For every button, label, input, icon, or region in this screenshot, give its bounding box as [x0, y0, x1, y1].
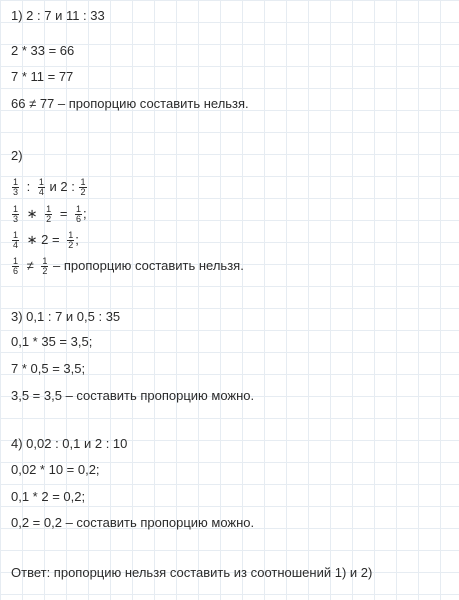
part3-line2: 7 * 0,5 = 3,5;: [11, 361, 86, 376]
part3-heading: 3) 0,1 : 7 и 0,5 : 35: [11, 309, 121, 324]
fraction: $\frac{1}{4}$: [38, 177, 44, 197]
part4-line1: 0,02 * 10 = 0,2;: [11, 462, 100, 477]
fraction: $\frac{1}{6}$: [13, 256, 19, 276]
part4-heading: 4) 0,02 : 0,1 и 2 : 10: [11, 436, 128, 451]
fraction: $\frac{1}{2}$: [68, 230, 74, 250]
part2-heading: 2): [11, 148, 23, 163]
part1-line2: 7 * 11 = 77: [11, 69, 74, 84]
part2-fraction-line1: $\frac{1}{3}$ : $\frac{1}{4}$ и 2 : $\frac{1}{2}$: [13, 177, 86, 197]
fraction: $\frac{1}{4}$: [13, 230, 19, 250]
part1-heading: 1) 2 : 7 и 11 : 33: [11, 8, 105, 23]
part3-line3: 3,5 = 3,5 – составить пропорцию можно.: [11, 388, 255, 403]
part2-fraction-line2: $\frac{1}{3}$ ∗ $\frac{1}{2}$ = $\frac{1}{6}$ ;: [13, 204, 87, 224]
part2-fraction-line3: $\frac{1}{4}$ ∗ 2 = $\frac{1}{2}$ ;: [13, 230, 79, 250]
fraction: $\frac{1}{2}$: [42, 256, 48, 276]
part4-line2: 0,1 * 2 = 0,2;: [11, 489, 86, 504]
part2-fraction-line4: $\frac{1}{6}$ ≠ $\frac{1}{2}$ – пропорцию составить нельзя.: [13, 256, 244, 276]
fraction: $\frac{1}{2}$: [80, 177, 86, 197]
part1-line3: 66 ≠ 77 – пропорцию составить нельзя.: [11, 96, 249, 111]
fraction: $\frac{1}{3}$: [13, 177, 19, 197]
part4-line3: 0,2 = 0,2 – составить пропорцию можно.: [11, 515, 255, 530]
fraction: $\frac{1}{6}$: [76, 204, 82, 224]
fraction: $\frac{1}{2}$: [46, 204, 52, 224]
part1-line1: 2 * 33 = 66: [11, 43, 75, 58]
fraction: $\frac{1}{3}$: [13, 204, 19, 224]
answer-line: Ответ: пропорцию нельзя составить из соотношений 1) и 2): [11, 565, 373, 580]
part3-line1: 0,1 * 35 = 3,5;: [11, 334, 93, 349]
